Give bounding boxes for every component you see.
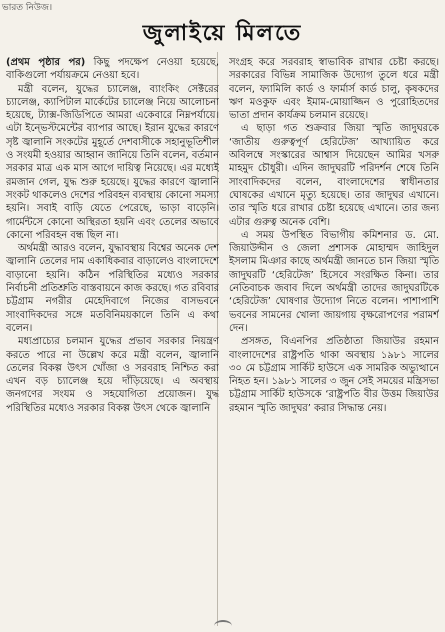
left-column [6,56,219,624]
lead-text: কিছু পদক্ষেপ নেওয়া হয়েছে, বাকিগুলো পর্যায়ক্রমে নেওয়া হবে। [6,57,219,82]
paragraph: মন্ত্রী বলেন, যুদ্ধের চ্যালেঞ্জ, ব্যাংকিং সেক্টরের চ্যালেঞ্জ, ক্যাপিটাল মার্কেটের চ্যালেঞ্জ নিয়ে আলোচনা হয়েছে, ট্যাক্স-জিডিপিতে আমরা একেবারে নিম্নপর্যায়ে। এটা ইন্ভেস্টমেন্টের ব্যাপার আছে। ইরান যুদ্ধের কারণে সৃষ্ট জ্বালানি সংকটের মুহূর্তে দেশবাসীকে সহানুভূতিশীল ও সংযমী হওয়ার আহ্বান জানিয়ে তিনি বলেন, বর্তমান সরকার মাত্র এক মাস আগে দায়িত্ব নিয়েছে। এর মধ্যেই রমজান গেল, যুদ্ধ শুরু হয়েছে। যুদ্ধের কারণে জ্বালানি সংকট থাকলেও দেশের পরিবহন ব্যবস্থায় কোনো সমস্যা হয়নি। সবাই বাড়ি যেতে পেরেছে, ভাড়া বাড়েনি। গার্মেন্টসে কোনো অস্থিরতা হয়নি এবং তেলের অভাবে কোনো পরিবহন বন্ধ ছিল না। [6,83,219,241]
paragraph: সংগ্রহ করে সরবরাহ স্বাভাবিক রাখার চেষ্টা করছে। সরকারের বিভিন্ন সামাজিক উদ্যোগ তুলে ধরে মন্ত্রী বলেন, ফ্যামিলি কার্ড ও ফার্মার্স কার্ড চালু, কৃষকদের ঋণ মওকুফ এবং ইমাম-মোয়াজ্জিন ও পুরোহিতদের ভাতা প্রদান কার্যক্রম চলমান রয়েছে। [229,57,439,122]
paragraph: এ ছাড়া গত শুক্রবার জিয়া স্মৃতি জাদুঘরকে ‘জাতীয় গুরুত্বপূর্ণ হেরিটেজ’ আখ্যায়িত করে অবিলম্বে সংস্কারের আশ্বাস দিয়েছেন আমির খসরু মাহমুদ চৌধুরী। এদিন জাদুঘরটি পরিদর্শন শেষে তিনি সাংবাদিকদের বলেন, বাংলাদেশের স্বাধীনতার ঘোষকের এখানে মৃত্যু হয়েছে। তার জাদুঘর এখানে। তার স্মৃতি ধরে রাখার চেষ্টা হয়েছে এখানে। তার জন্য এটার গুরুত্ব অনেক বেশি। [229,123,439,228]
paragraph: মধ্যপ্রাচ্যের চলমান যুদ্ধের প্রভাব সরকার নিয়ন্ত্রণ করতে পারে না উল্লেখ করে মন্ত্রী বলেন, জ্বালানি তেলের বিকল্প উৎস খোঁজা ও সরবরাহ নিশ্চিত করা এখন বড় চ্যালেঞ্জ হয়ে দাঁড়িয়েছে। এ অবস্থায় জনগণের সংযম ও সহযোগিতা প্রয়োজন। যুদ্ধ পরিস্থিতির মধ্যেও সরকার বিকল্প উৎস থেকে জ্বালানি [6,336,219,414]
continuation-ref: (প্রথম পৃষ্ঠার পর) [6,57,86,68]
paragraph: এ সময় উপস্থিত বিভাগীয় কমিশনার ড. মো. জিয়াউদ্দীন ও জেলা প্রশাসক মোহাম্মদ জাহিদুল ইসলাম মিঞার কাছে অর্থমন্ত্রী জানতে চান জিয়া স্মৃতি জাদুঘরটি ‘হেরিটেজ’ হিসেবে সংরক্ষিত কিনা। তার নেতিবাচক জবাব দিলে অর্থমন্ত্রী তাদের জাদুঘরটিকে ‘হেরিটেজ’ ঘোষণার উদ্যোগ নিতে বলেন। পাশাপাশি ভবনের সামনের খোলা জায়গায় বৃক্ষরোপণের পরামর্শ দেন। [229,229,439,334]
page-bottom-mark [214,620,232,632]
right-column [229,56,439,624]
article-headline: জুলাইয়ে মিলতে [142,21,303,46]
paragraph: প্রসঙ্গত, বিএনপির প্রতিষ্ঠাতা জিয়াউর রহমান বাংলাদেশের রাষ্ট্রপতি থাকা অবস্থায় ১৯৮১ সালের ৩০ মে চট্টগ্রাম সার্কিট হাউসে এক সামরিক অভ্যুত্থানে নিহত হন। ১৯৮১ সালের ৩ জুন সেই সময়ের মন্ত্রিসভা চট্টগ্রাম সার্কিট হাউসকে ‘রাষ্ট্রপতি বীর উত্তম জিয়াউর রহমান স্মৃতি জাদুঘর’ করার সিদ্ধান্ত নেয়। [229,336,439,414]
page-topline: ভারত নিউজ। [2,3,53,13]
lead-paragraph [6,56,219,83]
paragraph: অর্থমন্ত্রী আরও বলেন, যুদ্ধাবস্থায় বিশ্বের অনেক দেশ জ্বালানি তেলের দাম একাধিকবার বাড়ালেও বাংলাদেশে বাড়ানো হয়নি। কঠিন পরিস্থিতির মধ্যেও সরকার নির্বাচনী প্রতিশ্রুতি বাস্তবায়নে কাজ করছে। গত রবিবার চট্টগ্রাম নগরীর মেহেদিবাগে নিজের বাসভবনে সাংবাদিকদের সঙ্গে মতবিনিময়কালে তিনি এ কথা বলেন। [6,243,219,334]
article-body [6,56,439,624]
